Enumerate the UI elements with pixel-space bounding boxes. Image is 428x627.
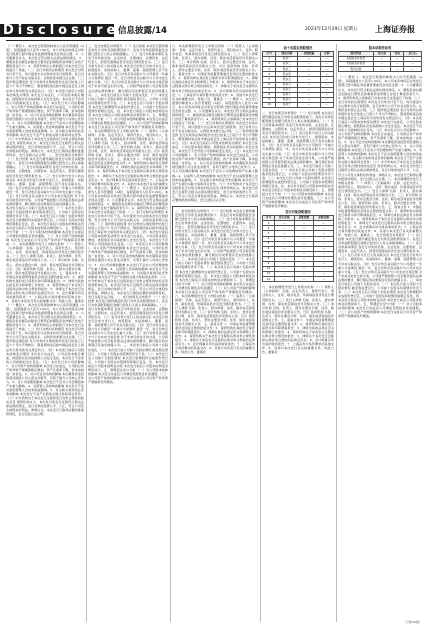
table-cell: 11 [263,272,275,277]
table-header-cell: 序号 [263,52,276,57]
table-cell: 1 [263,57,276,62]
table-header-cell: 发行前 [373,52,391,57]
table-cell: — [298,77,320,82]
table-cell: — [320,77,333,82]
shareholder-table [262,51,334,108]
column-4-text: 二、发行结果及对象简介 （一）发行结果 本次发行最终确定的发行对象及获配情况如下。各发行对象获配股数及金额已经发行人和主承销商确认。（二）发行对象基本情况 各发行对象的名称、企业性质、注册地址、注册资本、法定代表人、经营范围等信息详见发行情况报告书。（三）发行对象与发行人的关联关系 本次发行的发行对象与发行人、控股股东、实际控制人、董事、监事、高级管理人员不存在关联关系。（四）发行对象及其关联方与公司最近一年重大交易情况 最近一年，发行对象及其关联方与公司未发生重大交易。（五）发行对象及其关联方与公司未来交易安排 对于未来可能发生的交易，公司将严格按照公司章程及相关法律法规的要求，履行相应的决策程序及信息披露义务。三、本次发行前后公司前十名股东变化 （一）本次发行前公司前十名股东情况 截至股权登记日，公司前十名股东持股情况详见下表。（二）本次发行后公司前十名股东情况 本次发行新增股份完成股份登记后，公司前十名股东持股情况将相应变化。四、本次发行前后公司股本结构变动表 本次发行前后公司股本结构变动情况如下。五、管理层讨论与分析 （一）对公司股本结构的影响 本次发行完成后公司增加有限售条件流通股。（二）对公司资产结构的影响 本次发行完成后公司总资产和净资产规模将有所增加。 [262,111,334,209]
table-cell: — [294,226,314,231]
table-cell: 6 [263,82,276,87]
table-cell: — [294,236,314,241]
table-cell: 3 [263,231,275,236]
table-header-cell: 比例 [320,52,333,57]
table-cell: — [320,92,333,97]
column-divider [170,44,171,622]
table-cell: — [391,67,404,72]
table-cell: — [294,231,314,236]
table-cell: — [320,72,333,77]
table-header-cell: 股份类别 [339,52,374,57]
notice-box [172,206,258,358]
table-cell: — [314,236,334,241]
table-header-cell: 发行对象 [274,216,294,221]
table-cell: — [298,92,320,97]
table-cell: — [373,62,391,67]
table-cell: — [314,272,334,277]
table-cell: 12 [263,277,275,282]
table-cell: — [373,57,391,62]
table-cell: — [314,256,334,261]
table-cell: — [314,221,334,226]
table-cell: — [274,277,294,282]
table-cell: 5 [263,241,275,246]
column-2 [88,44,168,622]
table-cell: 股东六 [276,82,298,87]
table-header-cell: 发行后 [404,52,422,57]
table-cell: 股份总数 [339,67,374,72]
table-cell: — [298,102,320,107]
table-cell: — [294,241,314,246]
table-cell: 股东一 [276,57,298,62]
table-cell: — [274,231,294,236]
table-cell: — [274,267,294,272]
table-cell: 9 [263,97,276,102]
table-cell: — [298,72,320,77]
table-cell: 有限售条件股份 [339,57,374,62]
table-caption: 股本结构变动表 [368,46,392,50]
table-cell: — [320,87,333,92]
table-cell: 10 [263,267,275,272]
table-cell: 8 [263,256,275,261]
masthead-rule [6,40,422,41]
table-cell: — [314,246,334,251]
table-cell: — [391,62,404,67]
table-cell: 4 [263,236,275,241]
table-cell: 7 [263,251,275,256]
brand-bar [0,23,120,38]
table-cell: — [274,256,294,261]
table-cell: — [320,57,333,62]
table-cell: — [294,272,314,277]
table-cell: 股东二 [276,62,298,67]
column-3 [172,44,258,622]
brand-wordmark: Disclosure [3,23,120,38]
table-cell: 6 [263,246,275,251]
table-header-cell: 持股数量 [298,52,320,57]
table-caption: 发行对象获配情况 [285,210,311,215]
allocation-table [262,215,334,282]
table-cell: — [274,241,294,246]
table-cell: — [298,87,320,92]
table-caption: 前十名股东持股情况 [283,46,313,50]
table-cell: — [294,251,314,256]
table-cell: — [314,277,334,282]
notice-box-text: 二、发行结果及对象简介 （一）发行结果 本次发行最终确定的发行对象及获配情况如下。各发行对象获配股数及金额已经发行人和主承销商确认。（二）发行对象基本情况 各发行对象的名称、企业性质、注册地址、注册资本、法定代表人、经营范围等信息详见发行情况报告书。（三）发行对象与发行人的关联关系 本次发行的发行对象与发行人、控股股东、实际控制人、董事、监事、高级管理人员不存在关联关系。（四）发行对象及其关联方与公司最近一年重大交易情况 最近一年，发行对象及其关联方与公司未发生重大交易。（五）发行对象及其关联方与公司未来交易安排 对于未来可能发生的交易，公司将严格按照公司章程及相关法律法规的要求，履行相应的决策程序及信息披露义务。三、本次发行前后公司前十名股东变化 （一）本次发行前公司前十名股东情况 截至股权登记日，公司前十名股东持股情况详见下表。（二）本次发行后公司前十名股东情况 本次发行新增股份完成股份登记后，公司前十名股东持股情况将相应变化。四、本次发行前后公司股本结构变动表 本次发行前后公司股本结构变动情况如下。五、管理层讨论与分析 （一）对公司股本结构的影响 本次发行完成后公司增加有限售条件流通股。（二）对公司资产结构的影响 本次发行完成后公司总资产和净资产规模将有所增加。六、本次新增股份发行上市相关机构 （一）保荐人（主承销商） 名称、法定代表人、保荐代表人、项目协办人、住所、联系电话、传真等信息详见发行情况报告书。（二）发行人律师 名称、负责人、经办律师、住所、联系电话等信息详见相关公告。（三）审计机构 名称、负责人、经办注册会计师、住所、联系电话等信息详见相关公告。（四）验资机构 名称、负责人、经办注册会计师、住所、联系电话等信息详见相关公告。七、备查文件 1、中国证券监督管理委员会同意注册的批复文件；2、保荐机构出具的发行保荐书和尽职调查报告；3、律师出具的法律意见书和律师工作报告；4、保荐机构关于本次发行过程和认购对象合规性的报告；5、律师关于本次发行过程和认购对象合规性的法律意见书；6、会计师事务所出具的验资报告；7、上海证券交易所要求的其他文件；8、其他与本次发行有关的重要文件。特此公告。董事会 [175,208,255,355]
table-cell: 8 [263,92,276,97]
table-header-cell: 获配金额 [314,216,334,221]
table-cell: 股东八 [276,92,298,97]
table-cell: — [294,246,314,251]
table-cell: — [404,67,422,72]
table-cell: 股东九 [276,97,298,102]
table-cell: 5 [263,77,276,82]
table-cell: 股东五 [276,77,298,82]
table-cell: — [294,277,314,282]
table-cell: — [320,67,333,72]
table-cell: — [314,262,334,267]
table-cell: — [298,62,320,67]
continuation-note: （下转15版） [403,620,422,624]
column-1 [6,44,84,622]
table-cell: 7 [263,87,276,92]
table-cell: — [320,97,333,102]
table-cell: — [294,256,314,261]
column-3-text: 六、本次新增股份发行上市相关机构 （一）保荐人（主承销商） 名称、法定代表人、保荐代表人、项目协办人、住所、联系电话、传真等信息详见发行情况报告书。（二）发行人律师 名称、负责人、经办律师、住所、联系电话等信息详见相关公告。（三）审计机构 名称、负责人、经办注册会计师、住所、联系电话等信息详见相关公告。（四）验资机构 名称、负责人、经办注册会计师、住所、联系电话等信息详见相关公告。七、备查文件 1、中国证券监督管理委员会同意注册的批复文件；2、保荐机构出具的发行保荐书和尽职调查报告；3、律师出具的法律意见书和律师工作报告；4、保荐机构关于本次发行过程和认购对象合规性的报告；5、律师关于本次发行过程和认购对象合规性的法律意见书；6、会计师事务所出具的验资报告；7、上海证券交易所要求的其他文件；8、其他与本次发行有关的重要文件。特此公告。董事会（一）概况 1、本次发行股票的种类为人民币普通股（A股），每股面值为人民币1.00元。本公司本次向特定对象发行股票已经中国证券监督管理委员会同意注册。2、公司董事会认为，本次发行符合相关法律法规的规定。3、募集资金总额及扣除发行费用后的募集资金净额已存放于募集资金专户。4、保荐机构及主承销商已对本次发行过程进行了核查。（二）发行对象的认购情况 本次发行对象共计若干名，均以现金方式认购本次发行的股票。发行对象与公司不存在关联关系。认购资金来源合法合规。（三）股份锁定期安排 发行对象所认购的股份自发行结束之日起六个月内不得转让。限售期结束后按中国证监会及上海证券交易所的有关规定执行。（四）本次发行前后公司股本结构变动情况 本次发行完成后，公司总股本相应增加，控股股东及实际控制人未发生变化。本次发行不会导致公司控制权发生变化。（五）本次发行对公司的影响 1、对公司资产结构的影响 本次发行完成后，公司的总资产和净资产规模将相应增加，资产负债率下降，资本结构进一步优化。2、对公司业务结构的影响 本次募集资金投资项目围绕公司主营业务展开，有利于提升公司核心竞争力。3、对公司治理的影响 本次发行不会对公司治理结构产生重大影响。4、对高管人员结构的影响 本次发行不会对高级管理人员结构造成影响。5、对关联交易和同业竞争的影响 本次发行不会产生新的关联交易和同业竞争。（六）中介机构关于本次发行过程和发行对象合规性的结论意见 保荐机构认为，本次发行的发行过程符合相关法律法规的规定，发行对象的选择公平、公正，符合公司及全体股东的利益。律师认为，本次发行已取得必要的批准和授权，发行过程合法合规。 [172,44,258,202]
table-cell: — [320,82,333,87]
section-title: 信息披露/14 [118,26,167,36]
table-header-cell: 股东名称 [276,52,298,57]
table-cell: — [274,236,294,241]
column-1-text: （一）概况 1、本次发行股票的种类为人民币普通股（A股），每股面值为人民币1.00元。本公司本次向特定对象发行股票已经中国证券监督管理委员会同意注册。2、公司董事会认为，本次发行符合相关法律法规的规定。3、募集资金总额及扣除发行费用后的募集资金净额已存放于募集资金专户。4、保荐机构及主承销商已对本次发行过程进行了核查。（二）发行对象的认购情况 本次发行对象共计若干名，均以现金方式认购本次发行的股票。发行对象与公司不存在关联关系。认购资金来源合法合规。（三）股份锁定期安排 发行对象所认购的股份自发行结束之日起六个月内不得转让。限售期结束后按中国证监会及上海证券交易所的有关规定执行。（四）本次发行前后公司股本结构变动情况 本次发行完成后，公司总股本相应增加，控股股东及实际控制人未发生变化。本次发行不会导致公司控制权发生变化。（五）本次发行对公司的影响 1、对公司资产结构的影响 本次发行完成后，公司的总资产和净资产规模将相应增加，资产负债率下降，资本结构进一步优化。2、对公司业务结构的影响 本次募集资金投资项目围绕公司主营业务展开，有利于提升公司核心竞争力。3、对公司治理的影响 本次发行不会对公司治理结构产生重大影响。4、对高管人员结构的影响 本次发行不会对高级管理人员结构造成影响。5、对关联交易和同业竞争的影响 本次发行不会产生新的关联交易和同业竞争。（六）中介机构关于本次发行过程和发行对象合规性的结论意见 保荐机构认为，本次发行的发行过程符合相关法律法规的规定，发行对象的选择公平、公正，符合公司及全体股东的利益。律师认为，本次发行已取得必要的批准和授权，发行过程合法合规。二、发行结果及对象简介 （一）发行结果 本次发行最终确定的发行对象及获配情况如下。各发行对象获配股数及金额已经发行人和主承销商确认。（二）发行对象基本情况 各发行对象的名称、企业性质、注册地址、注册资本、法定代表人、经营范围等信息详见发行情况报告书。（三）发行对象与发行人的关联关系 本次发行的发行对象与发行人、控股股东、实际控制人、董事、监事、高级管理人员不存在关联关系。（四）发行对象及其关联方与公司最近一年重大交易情况 最近一年，发行对象及其关联方与公司未发生重大交易。（五）发行对象及其关联方与公司未来交易安排 对于未来可能发生的交易，公司将严格按照公司章程及相关法律法规的要求，履行相应的决策程序及信息披露义务。三、本次发行前后公司前十名股东变化 （一）本次发行前公司前十名股东情况 截至股权登记日，公司前十名股东持股情况详见下表。（二）本次发行后公司前十名股东情况 本次发行新增股份完成股份登记后，公司前十名股东持股情况将相应变化。四、本次发行前后公司股本结构变动表 本次发行前后公司股本结构变动情况如下。五、管理层讨论与分析 （一）对公司股本结构的影响 本次发行完成后公司增加有限售条件流通股。（二）对公司资产结构的影响 本次发行完成后公司总资产和净资产规模将有所增加。六、本次新增股份发行上市相关机构 （一）保荐人（主承销商） 名称、法定代表人、保荐代表人、项目协办人、住所、联系电话、传真等信息详见发行情况报告书。（二）发行人律师 名称、负责人、经办律师、住所、联系电话等信息详见相关公告。（三）审计机构 名称、负责人、经办注册会计师、住所、联系电话等信息详见相关公告。（四）验资机构 名称、负责人、经办注册会计师、住所、联系电话等信息详见相关公告。七、备查文件 1、中国证券监督管理委员会同意注册的批复文件；2、保荐机构出具的发行保荐书和尽职调查报告；3、律师出具的法律意见书和律师工作报告；4、保荐机构关于本次发行过程和认购对象合规性的报告；5、律师关于本次发行过程和认购对象合规性的法律意见书；6、会计师事务所出具的验资报告；7、上海证券交易所要求的其他文件；8、其他与本次发行有关的重要文件。特此公告。董事会（一）概况 1、本次发行股票的种类为人民币普通股（A股），每股面值为人民币1.00元。本公司本次向特定对象发行股票已经中国证券监督管理委员会同意注册。2、公司董事会认为，本次发行符合相关法律法规的规定。3、募集资金总额及扣除发行费用后的募集资金净额已存放于募集资金专户。4、保荐机构及主承销商已对本次发行过程进行了核查。（二）发行对象的认购情况 本次发行对象共计若干名，均以现金方式认购本次发行的股票。发行对象与公司不存在关联关系。认购资金来源合法合规。（三）股份锁定期安排 发行对象所认购的股份自发行结束之日起六个月内不得转让。限售期结束后按中国证监会及上海证券交易所的有关规定执行。（四）本次发行前后公司股本结构变动情况 本次发行完成后，公司总股本相应增加，控股股东及实际控制人未发生变化。本次发行不会导致公司控制权发生变化。（五）本次发行对公司的影响 1、对公司资产结构的影响 本次发行完成后，公司的总资产和净资产规模将相应增加，资产负债率下降，资本结构进一步优化。2、对公司业务结构的影响 本次募集资金投资项目围绕公司主营业务展开，有利于提升公司核心竞争力。3、对公司治理的影响 本次发行不会对公司治理结构产生重大影响。4、对高管人员结构的影响 本次发行不会对高级管理人员结构造成影响。5、对关联交易和同业竞争的影响 本次发行不会产生新的关联交易和同业竞争。（六）中介机构关于本次发行过程和发行对象合规性的结论意见 保荐机构认为，本次发行的发行过程符合相关法律法规的规定，发行对象的选择公平、公正，符合公司及全体股东的利益。律师认为，本次发行已取得必要的批准和授权，发行过程合法合规。 [6,44,84,417]
table-cell: 股东七 [276,87,298,92]
table-cell: — [274,262,294,267]
column-2-text: 二、发行结果及对象简介 （一）发行结果 本次发行最终确定的发行对象及获配情况如下。各发行对象获配股数及金额已经发行人和主承销商确认。（二）发行对象基本情况 各发行对象的名称、企业性质、注册地址、注册资本、法定代表人、经营范围等信息详见发行情况报告书。（三）发行对象与发行人的关联关系 本次发行的发行对象与发行人、控股股东、实际控制人、董事、监事、高级管理人员不存在关联关系。（四）发行对象及其关联方与公司最近一年重大交易情况 最近一年，发行对象及其关联方与公司未发生重大交易。（五）发行对象及其关联方与公司未来交易安排 对于未来可能发生的交易，公司将严格按照公司章程及相关法律法规的要求，履行相应的决策程序及信息披露义务。三、本次发行前后公司前十名股东变化 （一）本次发行前公司前十名股东情况 截至股权登记日，公司前十名股东持股情况详见下表。（二）本次发行后公司前十名股东情况 本次发行新增股份完成股份登记后，公司前十名股东持股情况将相应变化。四、本次发行前后公司股本结构变动表 本次发行前后公司股本结构变动情况如下。五、管理层讨论与分析 （一）对公司股本结构的影响 本次发行完成后公司增加有限售条件流通股。（二）对公司资产结构的影响 本次发行完成后公司总资产和净资产规模将有所增加。六、本次新增股份发行上市相关机构 （一）保荐人（主承销商） 名称、法定代表人、保荐代表人、项目协办人、住所、联系电话、传真等信息详见发行情况报告书。（二）发行人律师 名称、负责人、经办律师、住所、联系电话等信息详见相关公告。（三）审计机构 名称、负责人、经办注册会计师、住所、联系电话等信息详见相关公告。（四）验资机构 名称、负责人、经办注册会计师、住所、联系电话等信息详见相关公告。七、备查文件 1、中国证券监督管理委员会同意注册的批复文件；2、保荐机构出具的发行保荐书和尽职调查报告；3、律师出具的法律意见书和律师工作报告；4、保荐机构关于本次发行过程和认购对象合规性的报告；5、律师关于本次发行过程和认购对象合规性的法律意见书；6、会计师事务所出具的验资报告；7、上海证券交易所要求的其他文件；8、其他与本次发行有关的重要文件。特此公告。董事会（一）概况 1、本次发行股票的种类为人民币普通股（A股），每股面值为人民币1.00元。本公司本次向特定对象发行股票已经中国证券监督管理委员会同意注册。2、公司董事会认为，本次发行符合相关法律法规的规定。3、募集资金总额及扣除发行费用后的募集资金净额已存放于募集资金专户。4、保荐机构及主承销商已对本次发行过程进行了核查。（二）发行对象的认购情况 本次发行对象共计若干名，均以现金方式认购本次发行的股票。发行对象与公司不存在关联关系。认购资金来源合法合规。（三）股份锁定期安排 发行对象所认购的股份自发行结束之日起六个月内不得转让。限售期结束后按中国证监会及上海证券交易所的有关规定执行。（四）本次发行前后公司股本结构变动情况 本次发行完成后，公司总股本相应增加，控股股东及实际控制人未发生变化。本次发行不会导致公司控制权发生变化。（五）本次发行对公司的影响 1、对公司资产结构的影响 本次发行完成后，公司的总资产和净资产规模将相应增加，资产负债率下降，资本结构进一步优化。2、对公司业务结构的影响 本次募集资金投资项目围绕公司主营业务展开，有利于提升公司核心竞争力。3、对公司治理的影响 本次发行不会对公司治理结构产生重大影响。4、对高管人员结构的影响 本次发行不会对高级管理人员结构造成影响。5、对关联交易和同业竞争的影响 本次发行不会产生新的关联交易和同业竞争。（六）中介机构关于本次发行过程和发行对象合规性的结论意见 保荐机构认为，本次发行的发行过程符合相关法律法规的规定，发行对象的选择公平、公正，符合公司及全体股东的利益。律师认为，本次发行已取得必要的批准和授权，发行过程合法合规。二、发行结果及对象简介 （一）发行结果 本次发行最终确定的发行对象及获配情况如下。各发行对象获配股数及金额已经发行人和主承销商确认。（二）发行对象基本情况 各发行对象的名称、企业性质、注册地址、注册资本、法定代表人、经营范围等信息详见发行情况报告书。（三）发行对象与发行人的关联关系 本次发行的发行对象与发行人、控股股东、实际控制人、董事、监事、高级管理人员不存在关联关系。（四）发行对象及其关联方与公司最近一年重大交易情况 最近一年，发行对象及其关联方与公司未发生重大交易。（五）发行对象及其关联方与公司未来交易安排 对于未来可能发生的交易，公司将严格按照公司章程及相关法律法规的要求，履行相应的决策程序及信息披露义务。三、本次发行前后公司前十名股东变化 （一）本次发行前公司前十名股东情况 截至股权登记日，公司前十名股东持股情况详见下表。（二）本次发行后公司前十名股东情况 本次发行新增股份完成股份登记后，公司前十名股东持股情况将相应变化。四、本次发行前后公司股本结构变动表 本次发行前后公司股本结构变动情况如下。五、管理层讨论与分析 （一）对公司股本结构的影响 本次发行完成后公司增加有限售条件流通股。（二）对公司资产结构的影响 本次发行完成后公司总资产和净资产规模将有所增加。 [88,44,168,384]
table-cell: — [314,226,334,231]
column-5-text: （一）概况 1、本次发行股票的种类为人民币普通股（A股），每股面值为人民币1.00元。本公司本次向特定对象发行股票已经中国证券监督管理委员会同意注册。2、公司董事会认为，本次发行符合相关法律法规的规定。3、募集资金总额及扣除发行费用后的募集资金净额已存放于募集资金专户。4、保荐机构及主承销商已对本次发行过程进行了核查。（二）发行对象的认购情况 本次发行对象共计若干名，均以现金方式认购本次发行的股票。发行对象与公司不存在关联关系。认购资金来源合法合规。（三）股份锁定期安排 发行对象所认购的股份自发行结束之日起六个月内不得转让。限售期结束后按中国证监会及上海证券交易所的有关规定执行。（四）本次发行前后公司股本结构变动情况 本次发行完成后，公司总股本相应增加，控股股东及实际控制人未发生变化。本次发行不会导致公司控制权发生变化。（五）本次发行对公司的影响 1、对公司资产结构的影响 本次发行完成后，公司的总资产和净资产规模将相应增加，资产负债率下降，资本结构进一步优化。2、对公司业务结构的影响 本次募集资金投资项目围绕公司主营业务展开，有利于提升公司核心竞争力。3、对公司治理的影响 本次发行不会对公司治理结构产生重大影响。4、对高管人员结构的影响 本次发行不会对高级管理人员结构造成影响。5、对关联交易和同业竞争的影响 本次发行不会产生新的关联交易和同业竞争。（六）中介机构关于本次发行过程和发行对象合规性的结论意见 保荐机构认为，本次发行的发行过程符合相关法律法规的规定，发行对象的选择公平、公正，符合公司及全体股东的利益。律师认为，本次发行已取得必要的批准和授权，发行过程合法合规。六、本次新增股份发行上市相关机构 （一）保荐人（主承销商） 名称、法定代表人、保荐代表人、项目协办人、住所、联系电话、传真等信息详见发行情况报告书。（二）发行人律师 名称、负责人、经办律师、住所、联系电话等信息详见相关公告。（三）审计机构 名称、负责人、经办注册会计师、住所、联系电话等信息详见相关公告。（四）验资机构 名称、负责人、经办注册会计师、住所、联系电话等信息详见相关公告。七、备查文件 1、中国证券监督管理委员会同意注册的批复文件；2、保荐机构出具的发行保荐书和尽职调查报告；3、律师出具的法律意见书和律师工作报告；4、保荐机构关于本次发行过程和认购对象合规性的报告；5、律师关于本次发行过程和认购对象合规性的法律意见书；6、会计师事务所出具的验资报告；7、上海证券交易所要求的其他文件；8、其他与本次发行有关的重要文件。特此公告。董事会二、发行结果及对象简介 （一）发行结果 本次发行最终确定的发行对象及获配情况如下。各发行对象获配股数及金额已经发行人和主承销商确认。（二）发行对象基本情况 各发行对象的名称、企业性质、注册地址、注册资本、法定代表人、经营范围等信息详见发行情况报告书。（三）发行对象与发行人的关联关系 本次发行的发行对象与发行人、控股股东、实际控制人、董事、监事、高级管理人员不存在关联关系。（四）发行对象及其关联方与公司最近一年重大交易情况 最近一年，发行对象及其关联方与公司未发生重大交易。（五）发行对象及其关联方与公司未来交易安排 对于未来可能发生的交易，公司将严格按照公司章程及相关法律法规的要求，履行相应的决策程序及信息披露义务。三、本次发行前后公司前十名股东变化 （一）本次发行前公司前十名股东情况 截至股权登记日，公司前十名股东持股情况详见下表。（二）本次发行后公司前十名股东情况 本次发行新增股份完成股份登记后，公司前十名股东持股情况将相应变化。四、本次发行前后公司股本结构变动表 本次发行前后公司股本结构变动情况如下。五、管理层讨论与分析 （一）对公司股本结构的影响 本次发行完成后公司增加有限售条件流通股。（二）对公司资产结构的影响 本次发行完成后公司总资产和净资产规模将有所增加。 [338,75,422,319]
table-cell: — [314,231,334,236]
table-cell: 2 [263,62,276,67]
table-cell: — [314,267,334,272]
table-cell: — [404,57,422,62]
table-cell: 1 [263,221,275,226]
table-cell: 4 [263,72,276,77]
table-cell: — [274,246,294,251]
table-cell: — [320,62,333,67]
table-cell: — [274,221,294,226]
table-cell: — [274,226,294,231]
table-cell: 2 [263,226,275,231]
table-cell: 无限售条件股份 [339,62,374,67]
share-structure-table [338,51,422,72]
table-row [263,277,334,282]
table-cell: 10 [263,102,276,107]
table-header-cell: 序号 [263,216,275,221]
dateline: 2023年12月29日 星期五 [305,27,358,32]
newspaper-name: 上海证券报 [375,24,415,34]
table-cell: — [274,272,294,277]
masthead [0,0,428,44]
table-cell: — [294,221,314,226]
table-cell: 9 [263,262,275,267]
column-4 [262,44,334,622]
table-cell: — [298,57,320,62]
table-cell: — [298,67,320,72]
column-4-text-2: 六、本次新增股份发行上市相关机构 （一）保荐人（主承销商） 名称、法定代表人、保荐代表人、项目协办人、住所、联系电话、传真等信息详见发行情况报告书。（二）发行人律师 名称、负责人、经办律师、住所、联系电话等信息详见相关公告。（三）审计机构 名称、负责人、经办注册会计师、住所、联系电话等信息详见相关公告。（四）验资机构 名称、负责人、经办注册会计师、住所、联系电话等信息详见相关公告。七、备查文件 1、中国证券监督管理委员会同意注册的批复文件；2、保荐机构出具的发行保荐书和尽职调查报告；3、律师出具的法律意见书和律师工作报告；4、保荐机构关于本次发行过程和认购对象合规性的报告；5、律师关于本次发行过程和认购对象合规性的法律意见书；6、会计师事务所出具的验资报告；7、上海证券交易所要求的其他文件；8、其他与本次发行有关的重要文件。特此公告。董事会 [262,285,334,355]
column-divider [86,44,87,622]
table-cell: — [298,82,320,87]
column-divider [260,44,261,622]
table-cell: — [294,267,314,272]
table-header-cell: 变动 [391,52,404,57]
table-cell: — [373,67,391,72]
table-cell: — [314,251,334,256]
column-5 [338,44,422,622]
table-cell: — [320,102,333,107]
table-cell: — [298,97,320,102]
table-cell: 股东十 [276,102,298,107]
table-row [339,67,422,72]
table-cell: 股东三 [276,67,298,72]
table-cell: — [391,57,404,62]
table-cell: — [314,241,334,246]
table-cell: — [404,62,422,67]
table-cell: — [274,251,294,256]
table-cell: — [294,262,314,267]
table-header-cell: 获配股数 [294,216,314,221]
table-cell: 3 [263,67,276,72]
table-cell: 股东四 [276,72,298,77]
table-row [263,102,334,107]
column-divider [336,44,337,622]
